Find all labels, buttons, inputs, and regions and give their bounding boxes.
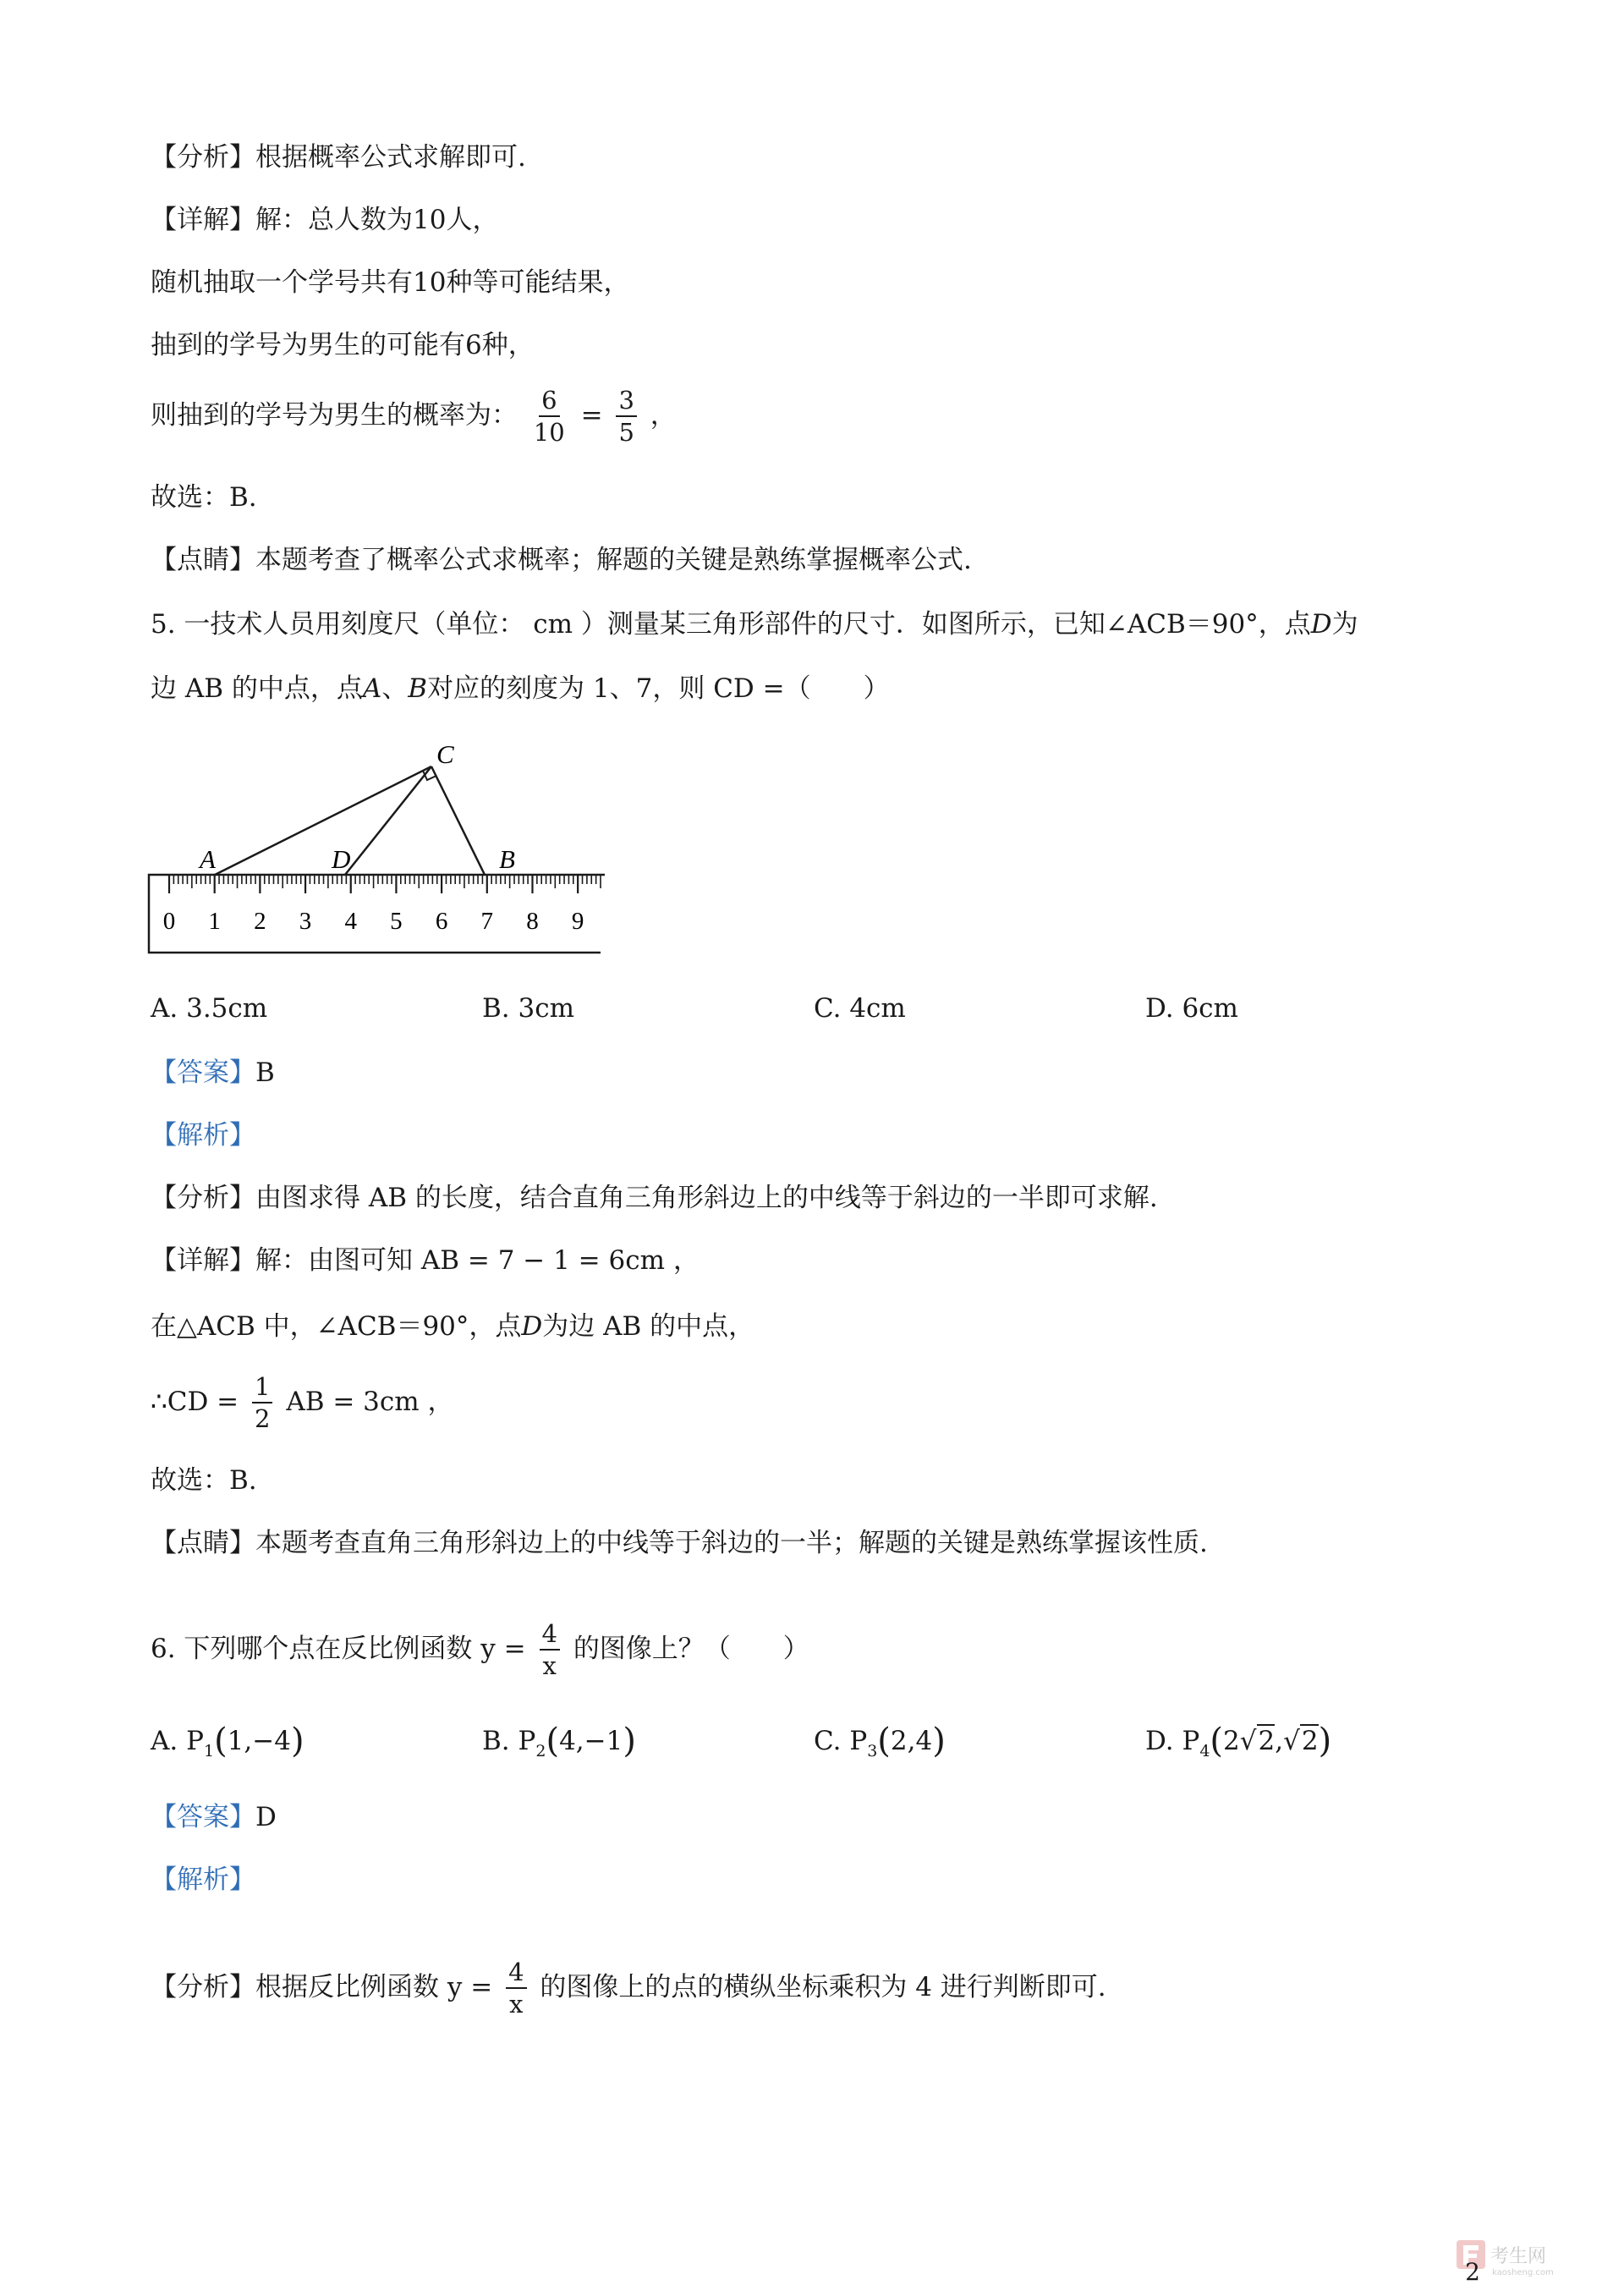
fraction-6-10: $\frac{6}{10}$ (533, 386, 565, 448)
ruler-ticks (169, 875, 601, 893)
q6-option-a: A. $P_1(1,-4)$ (151, 1722, 304, 1760)
q6-analysis-line: 【分析】根据反比例函数 y = $\frac{4}{x}$ 的图像上的点的横纵坐标乘积为 4 进行判断即可. (151, 1958, 1106, 2019)
label-C: C (436, 739, 454, 769)
fraction-1-2: $\frac{1}{2}$ (252, 1374, 272, 1432)
ruler-number: 4 (344, 908, 357, 935)
q6-option-c: C. $P_3(2,4)$ (814, 1722, 946, 1760)
q5-analysis-line: 【分析】由图求得 AB 的长度，结合直角三角形斜边上的中线等于斜边的一半即可求解. (151, 1183, 1158, 1213)
ruler-number: 9 (571, 908, 584, 935)
q5-stem-line-1: 5. 一技术人员用刻度尺（单位： cm ）测量某三角形部件的尺寸．如图所示，已知∠ACB＝90°，点D为 (151, 609, 1358, 640)
q4-line-3: 随机抽取一个学号共有10种等可能结果， (151, 267, 630, 298)
q6-option-d: D. $P_4(2√2,√2)$ (1145, 1722, 1332, 1760)
label-D: D (332, 844, 351, 874)
ruler-numbers (163, 908, 584, 935)
label-B: B (499, 844, 515, 874)
ruler-number: 0 (162, 908, 176, 935)
ruler-number: 8 (526, 908, 539, 935)
svg-text:考生网: 考生网 (1490, 2246, 1547, 2267)
q4-comment-line: 【点睛】本题考查了概率公式求概率；解题的关键是熟练掌握概率公式. (151, 545, 972, 575)
fraction-4-x-2: $\frac{4}{x}$ (506, 1959, 526, 2018)
q5-stem-line-2: 边 AB 的中点，点A、B对应的刻度为 1、7，则 CD =（ ） (151, 673, 890, 704)
q5-detail-line: 【详解】解：由图可知 AB = 7 − 1 = 6cm ， (151, 1245, 700, 1276)
equals-sign: = (580, 399, 603, 431)
ruler-number: 2 (254, 908, 266, 935)
ruler-number: 7 (480, 908, 494, 935)
side-CB (431, 766, 485, 875)
svg-text:kaosheng.com: kaosheng.com (1492, 2268, 1554, 2277)
ruler-number: 5 (390, 908, 403, 935)
q4-probability-text: 则抽到的学号为男生的概率为： (151, 399, 518, 431)
q5-comment-line: 【点睛】本题考查直角三角形斜边上的中线等于斜边的一半；解题的关键是熟练掌握该性质. (151, 1528, 1208, 1558)
label-A: A (200, 844, 216, 874)
ruler-triangle-figure (144, 736, 609, 973)
page-number: 2 (1465, 2258, 1480, 2286)
q5-option-b: B. 3cm (482, 993, 574, 1024)
q5-option-d: D. 6cm (1145, 993, 1238, 1024)
q4-choice-line: 故选：B. (151, 482, 257, 513)
q4-line-4: 抽到的学号为男生的可能有6种， (151, 330, 535, 360)
q4-analysis-line: 【分析】根据概率公式求解即可. (151, 142, 526, 173)
ruler-number: 1 (208, 908, 221, 935)
fraction-4-x: $\frac{4}{x}$ (540, 1621, 560, 1679)
q5-option-c: C. 4cm (814, 993, 906, 1024)
q6-analysis-heading: 【解析】 (151, 1865, 255, 1895)
q6-answer: 【答案】D (151, 1802, 277, 1832)
q4-probability-line: 则抽到的学号为男生的概率为： $\frac{6}{10}$ = $\frac{3}{5}$ ， (151, 386, 677, 448)
q6-stem: 6. 下列哪个点在反比例函数 y = $\frac{4}{x}$ 的图像上？（ ） (151, 1619, 809, 1681)
q5-analysis-heading: 【解析】 (151, 1120, 255, 1151)
q6-option-b: B. $P_2(4,-1)$ (482, 1722, 636, 1760)
segment-CD (345, 766, 431, 875)
ruler-number: 6 (435, 908, 448, 935)
side-AC (215, 766, 431, 875)
ruler-number: 3 (299, 908, 312, 935)
q5-triangle-line: 在△ACB 中，∠ACB＝90°，点D为边 AB 的中点， (151, 1311, 755, 1342)
q5-cd-line: ∴CD = $\frac{1}{2}$ AB = 3cm ， (151, 1372, 454, 1434)
q5-option-a: A. 3.5cm (151, 993, 268, 1024)
fraction-3-5: $\frac{3}{5}$ (616, 387, 636, 446)
q5-answer: 【答案】B (151, 1057, 275, 1088)
q5-choice-line: 故选：B. (151, 1465, 257, 1496)
q4-detail-line: 【详解】解：总人数为10人， (151, 205, 499, 235)
